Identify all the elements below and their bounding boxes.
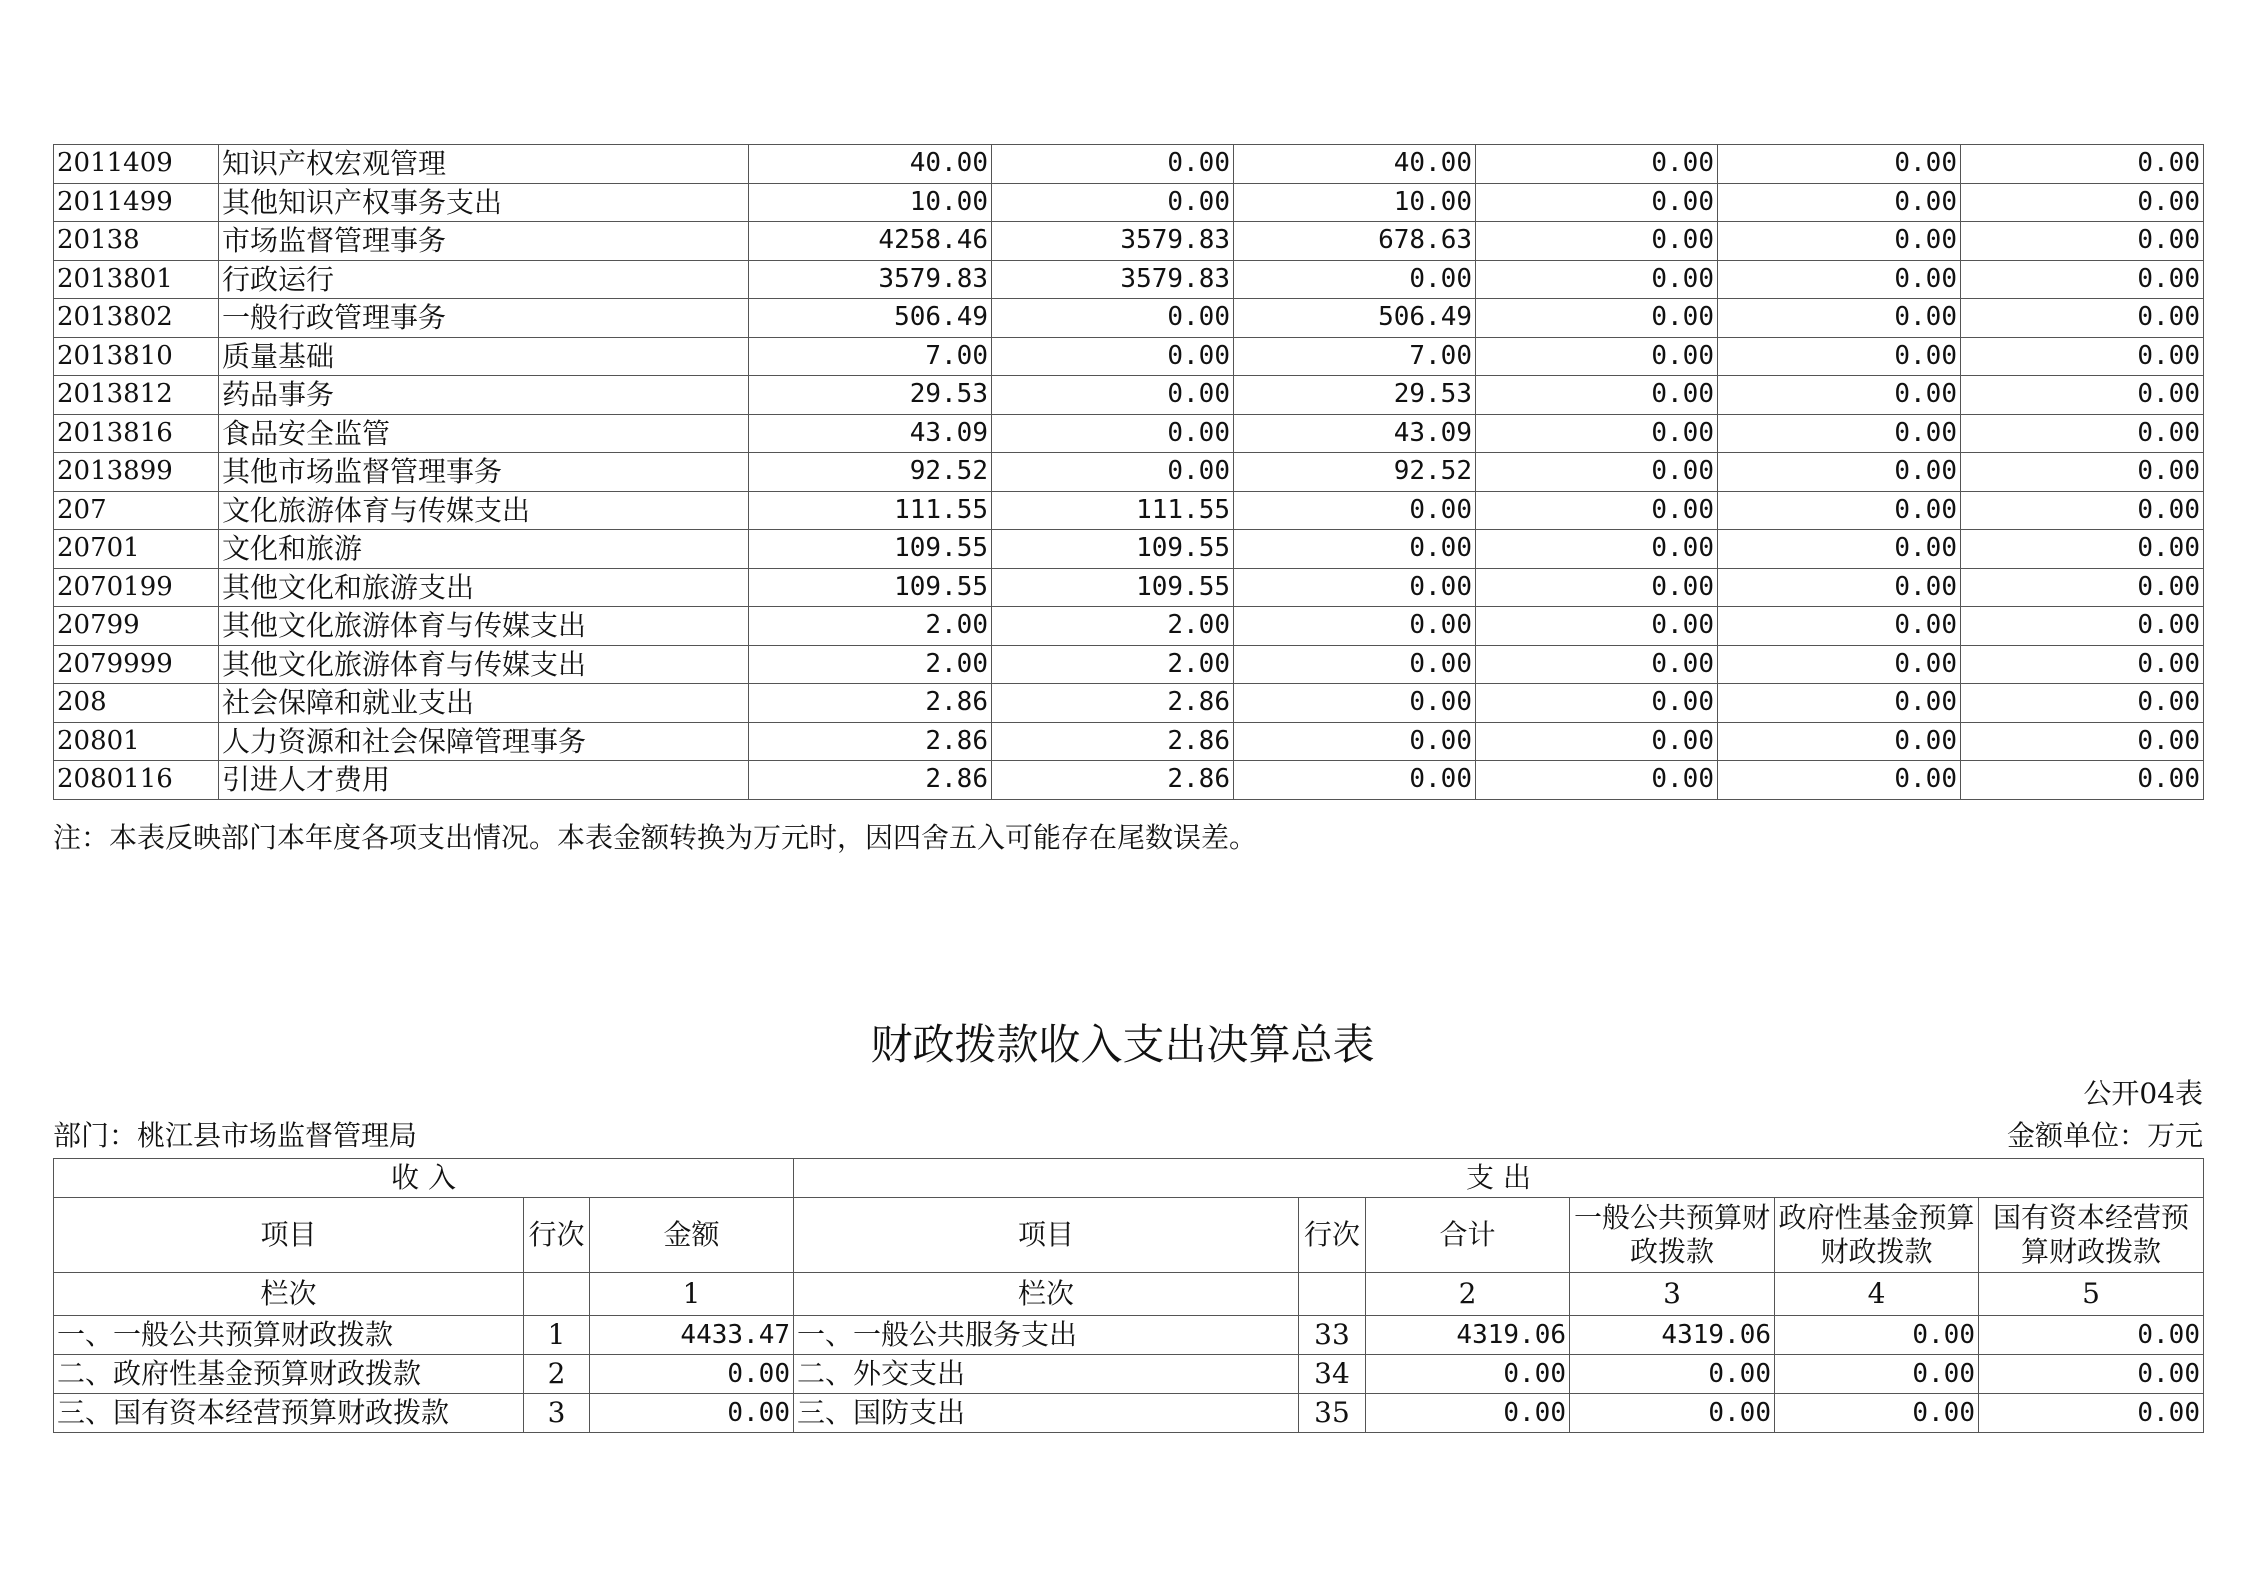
amount-col-4: 0.00 xyxy=(1476,453,1718,492)
income-line-no: 1 xyxy=(524,1316,590,1355)
subject-name: 质量基础 xyxy=(219,337,749,376)
amount-col-6: 0.00 xyxy=(1961,376,2204,415)
subject-name: 食品安全监管 xyxy=(219,414,749,453)
amount-col-5: 0.00 xyxy=(1718,645,1961,684)
subject-code: 2013812 xyxy=(54,376,219,415)
amount-basic: 3579.83 xyxy=(992,222,1234,261)
subject-code: 20799 xyxy=(54,607,219,646)
amount-total: 109.55 xyxy=(749,530,992,569)
subject-code: 208 xyxy=(54,684,219,723)
amount-col-6: 0.00 xyxy=(1961,414,2204,453)
subject-code: 20138 xyxy=(54,222,219,261)
amount-col-4: 0.00 xyxy=(1476,568,1718,607)
amount-col-4: 0.00 xyxy=(1476,260,1718,299)
amount-project: 0.00 xyxy=(1234,722,1476,761)
amount-col-6: 0.00 xyxy=(1961,684,2204,723)
expense-general-budget: 0.00 xyxy=(1570,1394,1775,1433)
subject-name: 人力资源和社会保障管理事务 xyxy=(219,722,749,761)
amount-col-6: 0.00 xyxy=(1961,222,2204,261)
subject-code: 20701 xyxy=(54,530,219,569)
table-row xyxy=(54,607,2204,646)
expense-header: 支 出 xyxy=(794,1159,2204,1198)
amount-basic: 2.00 xyxy=(992,645,1234,684)
column-index-empty-2 xyxy=(1299,1273,1366,1316)
amount-col-4: 0.00 xyxy=(1476,645,1718,684)
amount-basic: 0.00 xyxy=(992,183,1234,222)
table-row xyxy=(54,722,2204,761)
amount-project: 0.00 xyxy=(1234,530,1476,569)
amount-col-5: 0.00 xyxy=(1718,376,1961,415)
amount-total: 2.00 xyxy=(749,645,992,684)
table-row xyxy=(54,645,2204,684)
expense-item: 一、一般公共服务支出 xyxy=(794,1316,1299,1355)
amount-col-5: 0.00 xyxy=(1718,453,1961,492)
amount-col-5: 0.00 xyxy=(1718,722,1961,761)
header-expense-item: 项目 xyxy=(794,1198,1299,1273)
amount-total: 92.52 xyxy=(749,453,992,492)
header-state-capital: 国有资本经营预算财政拨款 xyxy=(1979,1198,2204,1273)
amount-col-4: 0.00 xyxy=(1476,183,1718,222)
subject-code: 2013899 xyxy=(54,453,219,492)
amount-col-6: 0.00 xyxy=(1961,299,2204,338)
amount-total: 10.00 xyxy=(749,183,992,222)
income-item: 三、国有资本经营预算财政拨款 xyxy=(54,1394,524,1433)
amount-basic: 0.00 xyxy=(992,376,1234,415)
form-number: 公开04表 xyxy=(2083,1077,2203,1110)
income-item: 一、一般公共预算财政拨款 xyxy=(54,1316,524,1355)
expense-item: 三、国防支出 xyxy=(794,1394,1299,1433)
subject-name: 其他文化和旅游支出 xyxy=(219,568,749,607)
subject-name: 社会保障和就业支出 xyxy=(219,684,749,723)
income-amount: 0.00 xyxy=(590,1394,794,1433)
header-total: 合计 xyxy=(1366,1198,1570,1273)
table-note: 注：本表反映部门本年度各项支出情况。本表金额转换为万元时，因四舍五入可能存在尾数误差。 xyxy=(53,821,1258,854)
subject-name: 其他文化旅游体育与传媒支出 xyxy=(219,645,749,684)
amount-col-4: 0.00 xyxy=(1476,684,1718,723)
amount-col-4: 0.00 xyxy=(1476,414,1718,453)
subject-name: 引进人才费用 xyxy=(219,761,749,800)
amount-col-4: 0.00 xyxy=(1476,530,1718,569)
amount-total: 43.09 xyxy=(749,414,992,453)
amount-col-5: 0.00 xyxy=(1718,761,1961,800)
header-expense-line-no: 行次 xyxy=(1299,1198,1366,1273)
table-row xyxy=(54,761,2204,800)
amount-col-6: 0.00 xyxy=(1961,145,2204,184)
amount-total: 109.55 xyxy=(749,568,992,607)
amount-unit-label: 金额单位：万元 xyxy=(2006,1119,2203,1152)
subject-code: 2013802 xyxy=(54,299,219,338)
column-index-5: 5 xyxy=(1979,1273,2204,1316)
subject-name: 市场监督管理事务 xyxy=(219,222,749,261)
amount-project: 92.52 xyxy=(1234,453,1476,492)
amount-col-4: 0.00 xyxy=(1476,337,1718,376)
amount-col-5: 0.00 xyxy=(1718,607,1961,646)
subject-name: 行政运行 xyxy=(219,260,749,299)
amount-total: 506.49 xyxy=(749,299,992,338)
amount-col-4: 0.00 xyxy=(1476,761,1718,800)
summary-column-header-row xyxy=(54,1198,2204,1273)
header-gov-fund: 政府性基金预算财政拨款 xyxy=(1775,1198,1979,1273)
amount-col-6: 0.00 xyxy=(1961,260,2204,299)
amount-project: 0.00 xyxy=(1234,607,1476,646)
amount-col-5: 0.00 xyxy=(1718,337,1961,376)
subject-code: 2013801 xyxy=(54,260,219,299)
amount-basic: 0.00 xyxy=(992,337,1234,376)
subject-name: 知识产权宏观管理 xyxy=(219,145,749,184)
amount-col-4: 0.00 xyxy=(1476,491,1718,530)
amount-col-5: 0.00 xyxy=(1718,260,1961,299)
table-row xyxy=(54,222,2204,261)
amount-total: 7.00 xyxy=(749,337,992,376)
table-row xyxy=(54,145,2204,184)
expense-state-capital: 0.00 xyxy=(1979,1394,2204,1433)
summary-section-header-row xyxy=(54,1159,2204,1198)
header-general-budget: 一般公共预算财政拨款 xyxy=(1570,1198,1775,1273)
amount-col-5: 0.00 xyxy=(1718,222,1961,261)
amount-col-4: 0.00 xyxy=(1476,145,1718,184)
amount-project: 0.00 xyxy=(1234,761,1476,800)
income-item: 二、政府性基金预算财政拨款 xyxy=(54,1355,524,1394)
amount-basic: 109.55 xyxy=(992,530,1234,569)
subject-name: 其他文化旅游体育与传媒支出 xyxy=(219,607,749,646)
amount-project: 0.00 xyxy=(1234,491,1476,530)
expense-line-no: 33 xyxy=(1299,1316,1366,1355)
subject-code: 2079999 xyxy=(54,645,219,684)
subject-code: 20801 xyxy=(54,722,219,761)
amount-project: 678.63 xyxy=(1234,222,1476,261)
amount-project: 43.09 xyxy=(1234,414,1476,453)
amount-col-4: 0.00 xyxy=(1476,607,1718,646)
amount-total: 2.86 xyxy=(749,722,992,761)
summary-column-index-row xyxy=(54,1273,2204,1316)
amount-col-6: 0.00 xyxy=(1961,530,2204,569)
subject-name: 药品事务 xyxy=(219,376,749,415)
amount-col-6: 0.00 xyxy=(1961,453,2204,492)
header-income-amount: 金额 xyxy=(590,1198,794,1273)
amount-col-4: 0.00 xyxy=(1476,222,1718,261)
amount-col-6: 0.00 xyxy=(1961,491,2204,530)
column-index-label: 栏次 xyxy=(54,1273,524,1316)
amount-project: 10.00 xyxy=(1234,183,1476,222)
amount-total: 4258.46 xyxy=(749,222,992,261)
amount-project: 29.53 xyxy=(1234,376,1476,415)
expense-state-capital: 0.00 xyxy=(1979,1355,2204,1394)
table-row xyxy=(54,414,2204,453)
amount-total: 40.00 xyxy=(749,145,992,184)
amount-project: 0.00 xyxy=(1234,645,1476,684)
amount-col-5: 0.00 xyxy=(1718,145,1961,184)
expense-line-no: 35 xyxy=(1299,1394,1366,1433)
expense-total: 0.00 xyxy=(1366,1394,1570,1433)
amount-total: 2.86 xyxy=(749,684,992,723)
amount-col-6: 0.00 xyxy=(1961,722,2204,761)
table-row xyxy=(54,530,2204,569)
department-label: 部门：桃江县市场监督管理局 xyxy=(53,1119,418,1152)
expense-general-budget: 0.00 xyxy=(1570,1355,1775,1394)
amount-total: 29.53 xyxy=(749,376,992,415)
expense-item: 二、外交支出 xyxy=(794,1355,1299,1394)
amount-col-6: 0.00 xyxy=(1961,645,2204,684)
expense-total: 0.00 xyxy=(1366,1355,1570,1394)
amount-col-6: 0.00 xyxy=(1961,183,2204,222)
amount-project: 7.00 xyxy=(1234,337,1476,376)
income-amount: 4433.47 xyxy=(590,1316,794,1355)
amount-total: 2.86 xyxy=(749,761,992,800)
subject-code: 2070199 xyxy=(54,568,219,607)
subject-name: 一般行政管理事务 xyxy=(219,299,749,338)
column-index-4: 4 xyxy=(1775,1273,1979,1316)
amount-col-6: 0.00 xyxy=(1961,761,2204,800)
table-row xyxy=(54,183,2204,222)
amount-project: 0.00 xyxy=(1234,260,1476,299)
amount-project: 40.00 xyxy=(1234,145,1476,184)
amount-project: 0.00 xyxy=(1234,568,1476,607)
amount-basic: 2.86 xyxy=(992,722,1234,761)
table-row xyxy=(54,568,2204,607)
subject-name: 其他知识产权事务支出 xyxy=(219,183,749,222)
table-row xyxy=(54,260,2204,299)
subject-code: 2013810 xyxy=(54,337,219,376)
table-row xyxy=(54,1316,2204,1355)
subject-code: 2080116 xyxy=(54,761,219,800)
table-row xyxy=(54,1394,2204,1433)
table-row xyxy=(54,684,2204,723)
amount-basic: 111.55 xyxy=(992,491,1234,530)
expense-state-capital: 0.00 xyxy=(1979,1316,2204,1355)
table-row xyxy=(54,491,2204,530)
amount-total: 111.55 xyxy=(749,491,992,530)
amount-col-5: 0.00 xyxy=(1718,414,1961,453)
table-row xyxy=(54,453,2204,492)
amount-col-5: 0.00 xyxy=(1718,568,1961,607)
amount-col-5: 0.00 xyxy=(1718,299,1961,338)
amount-col-4: 0.00 xyxy=(1476,376,1718,415)
amount-basic: 0.00 xyxy=(992,299,1234,338)
subject-code: 2013816 xyxy=(54,414,219,453)
expense-gov-fund: 0.00 xyxy=(1775,1316,1979,1355)
income-header: 收 入 xyxy=(54,1159,794,1198)
amount-col-5: 0.00 xyxy=(1718,491,1961,530)
amount-col-5: 0.00 xyxy=(1718,530,1961,569)
fiscal-summary-table xyxy=(53,1158,2204,1433)
column-index-1: 1 xyxy=(590,1273,794,1316)
amount-total: 3579.83 xyxy=(749,260,992,299)
table-row xyxy=(54,299,2204,338)
amount-basic: 0.00 xyxy=(992,145,1234,184)
income-line-no: 2 xyxy=(524,1355,590,1394)
subject-name: 文化和旅游 xyxy=(219,530,749,569)
table-row xyxy=(54,337,2204,376)
income-amount: 0.00 xyxy=(590,1355,794,1394)
column-index-3: 3 xyxy=(1570,1273,1775,1316)
amount-project: 506.49 xyxy=(1234,299,1476,338)
amount-basic: 109.55 xyxy=(992,568,1234,607)
amount-basic: 0.00 xyxy=(992,453,1234,492)
amount-col-4: 0.00 xyxy=(1476,299,1718,338)
amount-col-4: 0.00 xyxy=(1476,722,1718,761)
amount-basic: 2.86 xyxy=(992,761,1234,800)
amount-project: 0.00 xyxy=(1234,684,1476,723)
column-index-2: 2 xyxy=(1366,1273,1570,1316)
amount-basic: 3579.83 xyxy=(992,260,1234,299)
expenditure-detail-body xyxy=(54,145,2204,800)
amount-col-6: 0.00 xyxy=(1961,337,2204,376)
expenditure-detail-table xyxy=(53,144,2204,800)
amount-col-6: 0.00 xyxy=(1961,568,2204,607)
amount-col-5: 0.00 xyxy=(1718,684,1961,723)
amount-col-6: 0.00 xyxy=(1961,607,2204,646)
amount-total: 2.00 xyxy=(749,607,992,646)
header-income-line-no: 行次 xyxy=(524,1198,590,1273)
income-line-no: 3 xyxy=(524,1394,590,1433)
summary-title: 财政拨款收入支出决算总表 xyxy=(870,1020,1375,1069)
subject-name: 其他市场监督管理事务 xyxy=(219,453,749,492)
column-index-label-2: 栏次 xyxy=(794,1273,1299,1316)
expense-gov-fund: 0.00 xyxy=(1775,1355,1979,1394)
subject-code: 2011409 xyxy=(54,145,219,184)
expense-general-budget: 4319.06 xyxy=(1570,1316,1775,1355)
column-index-empty xyxy=(524,1273,590,1316)
subject-code: 207 xyxy=(54,491,219,530)
table-row xyxy=(54,376,2204,415)
amount-basic: 2.00 xyxy=(992,607,1234,646)
header-income-item: 项目 xyxy=(54,1198,524,1273)
amount-basic: 2.86 xyxy=(992,684,1234,723)
expense-line-no: 34 xyxy=(1299,1355,1366,1394)
subject-code: 2011499 xyxy=(54,183,219,222)
expense-total: 4319.06 xyxy=(1366,1316,1570,1355)
table-row xyxy=(54,1355,2204,1394)
subject-name: 文化旅游体育与传媒支出 xyxy=(219,491,749,530)
amount-basic: 0.00 xyxy=(992,414,1234,453)
amount-col-5: 0.00 xyxy=(1718,183,1961,222)
expense-gov-fund: 0.00 xyxy=(1775,1394,1979,1433)
